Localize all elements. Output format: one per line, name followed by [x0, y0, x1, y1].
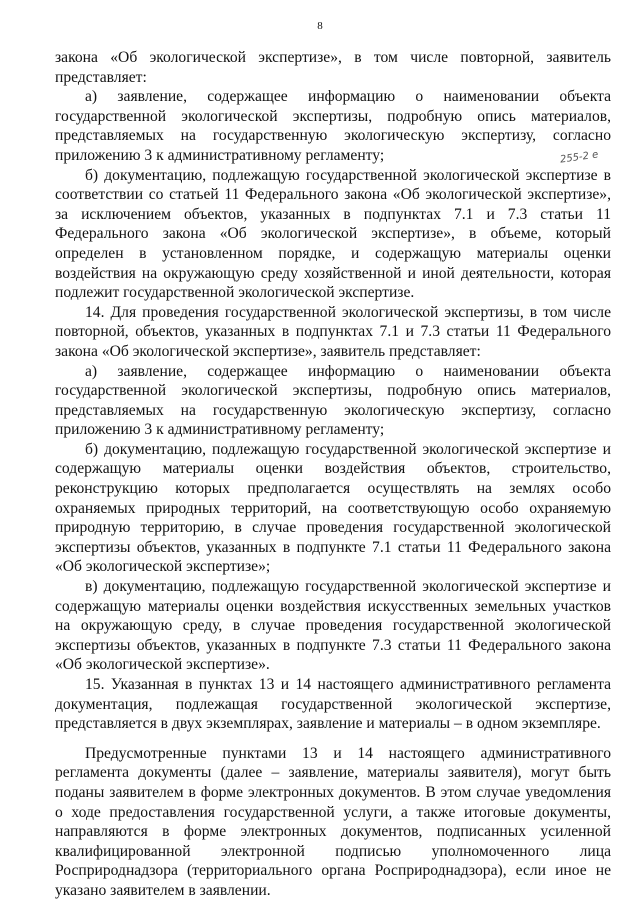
- paragraph-14a: а) заявление, содержащее информацию о наименовании объекта государственной экологической экспертизы, подробную опись материалов, представляемых на государственную экологическую экспертизу, согласно приложению 3 к административному регламенту;: [55, 362, 611, 439]
- paragraph-14b: б) документацию, подлежащую государственной экологической экспертизе и содержащую материалы оценки воздействия объектов, строительство, реконструкцию которых предполагается осуществлять на землях особо охраняемых природных территорий, на соответствующую особо охраняемую природную территорию, в случае проведения государственной экологической экспертизы объектов, указанных в подпункте 7.1 статьи 11 Федерального закона «Об экологической экспертизе»;: [55, 440, 611, 576]
- paragraph-15: 15. Указанная в пунктах 13 и 14 настоящего административного регламента документация, подлежащая государственной экологической экспертизе, представляется в двух экземплярах, заявление и материалы – в одном экземпляре.: [55, 676, 611, 733]
- page-number: 8: [317, 20, 323, 32]
- document-body: [55, 48, 611, 901]
- paragraph-continuation: закона «Об экологической экспертизе», в том числе повторной, заявитель представляет:: [55, 49, 611, 86]
- paragraph-14c: в) документацию, подлежащую государственной экологической экспертизе и содержащую материалы оценки воздействия искусственных земельных участков на окружающую среду, в случае проведения государственной экологической экспертизы объектов, указанных в подпункте 7.3 статьи 11 Федерального закона «Об экологической экспертизе».: [55, 578, 611, 674]
- paragraph-14: 14. Для проведения государственной экологической экспертизы, в том числе повторной, объектов, указанных в подпунктах 7.1 и 7.3 статьи 11 Федерального закона «Об экологической экспертизе», заявитель представляет:: [55, 303, 611, 360]
- paragraph-13a: а) заявление, содержащее информацию о наименовании объекта государственной экологической экспертизы, подробную опись материалов, представляемых на государственную экологическую экспертизу, согласно приложению 3 к административному регламенту;: [55, 88, 611, 164]
- paragraph-electronic-documents: Предусмотренные пунктами 13 и 14 настоящего административного регламента документы (далее – заявление, материалы заявителя), могут быть поданы заявителем в форме электронных документов. В этом случае уведомления о ходе предоставления государственной услуги, а также итоговые документы, направляются в форме электронных документов, подписанных усиленной квалифицированной электронной подписью уполномоченного лица Росприроднадзора (территориального органа Росприроднадзора), если иное не указано заявителем в заявлении.: [55, 744, 611, 899]
- paragraph-13b: б) документацию, подлежащую государственной экологической экспертизе в соответствии со статьей 11 Федерального закона «Об экологической экспертизе», за исключением объектов, указанных в подпунктах 7.1 и 7.3 статьи 11 Федерального закона «Об экологической экспертизе», в объеме, который определен в установленном порядке, и содержащую материалы оценки воздействия на окружающую среду хозяйственной и иной деятельности, которая подлежит государственной экологической экспертизе.: [55, 166, 611, 302]
- handwritten-annotation: 255-2 е: [559, 149, 599, 166]
